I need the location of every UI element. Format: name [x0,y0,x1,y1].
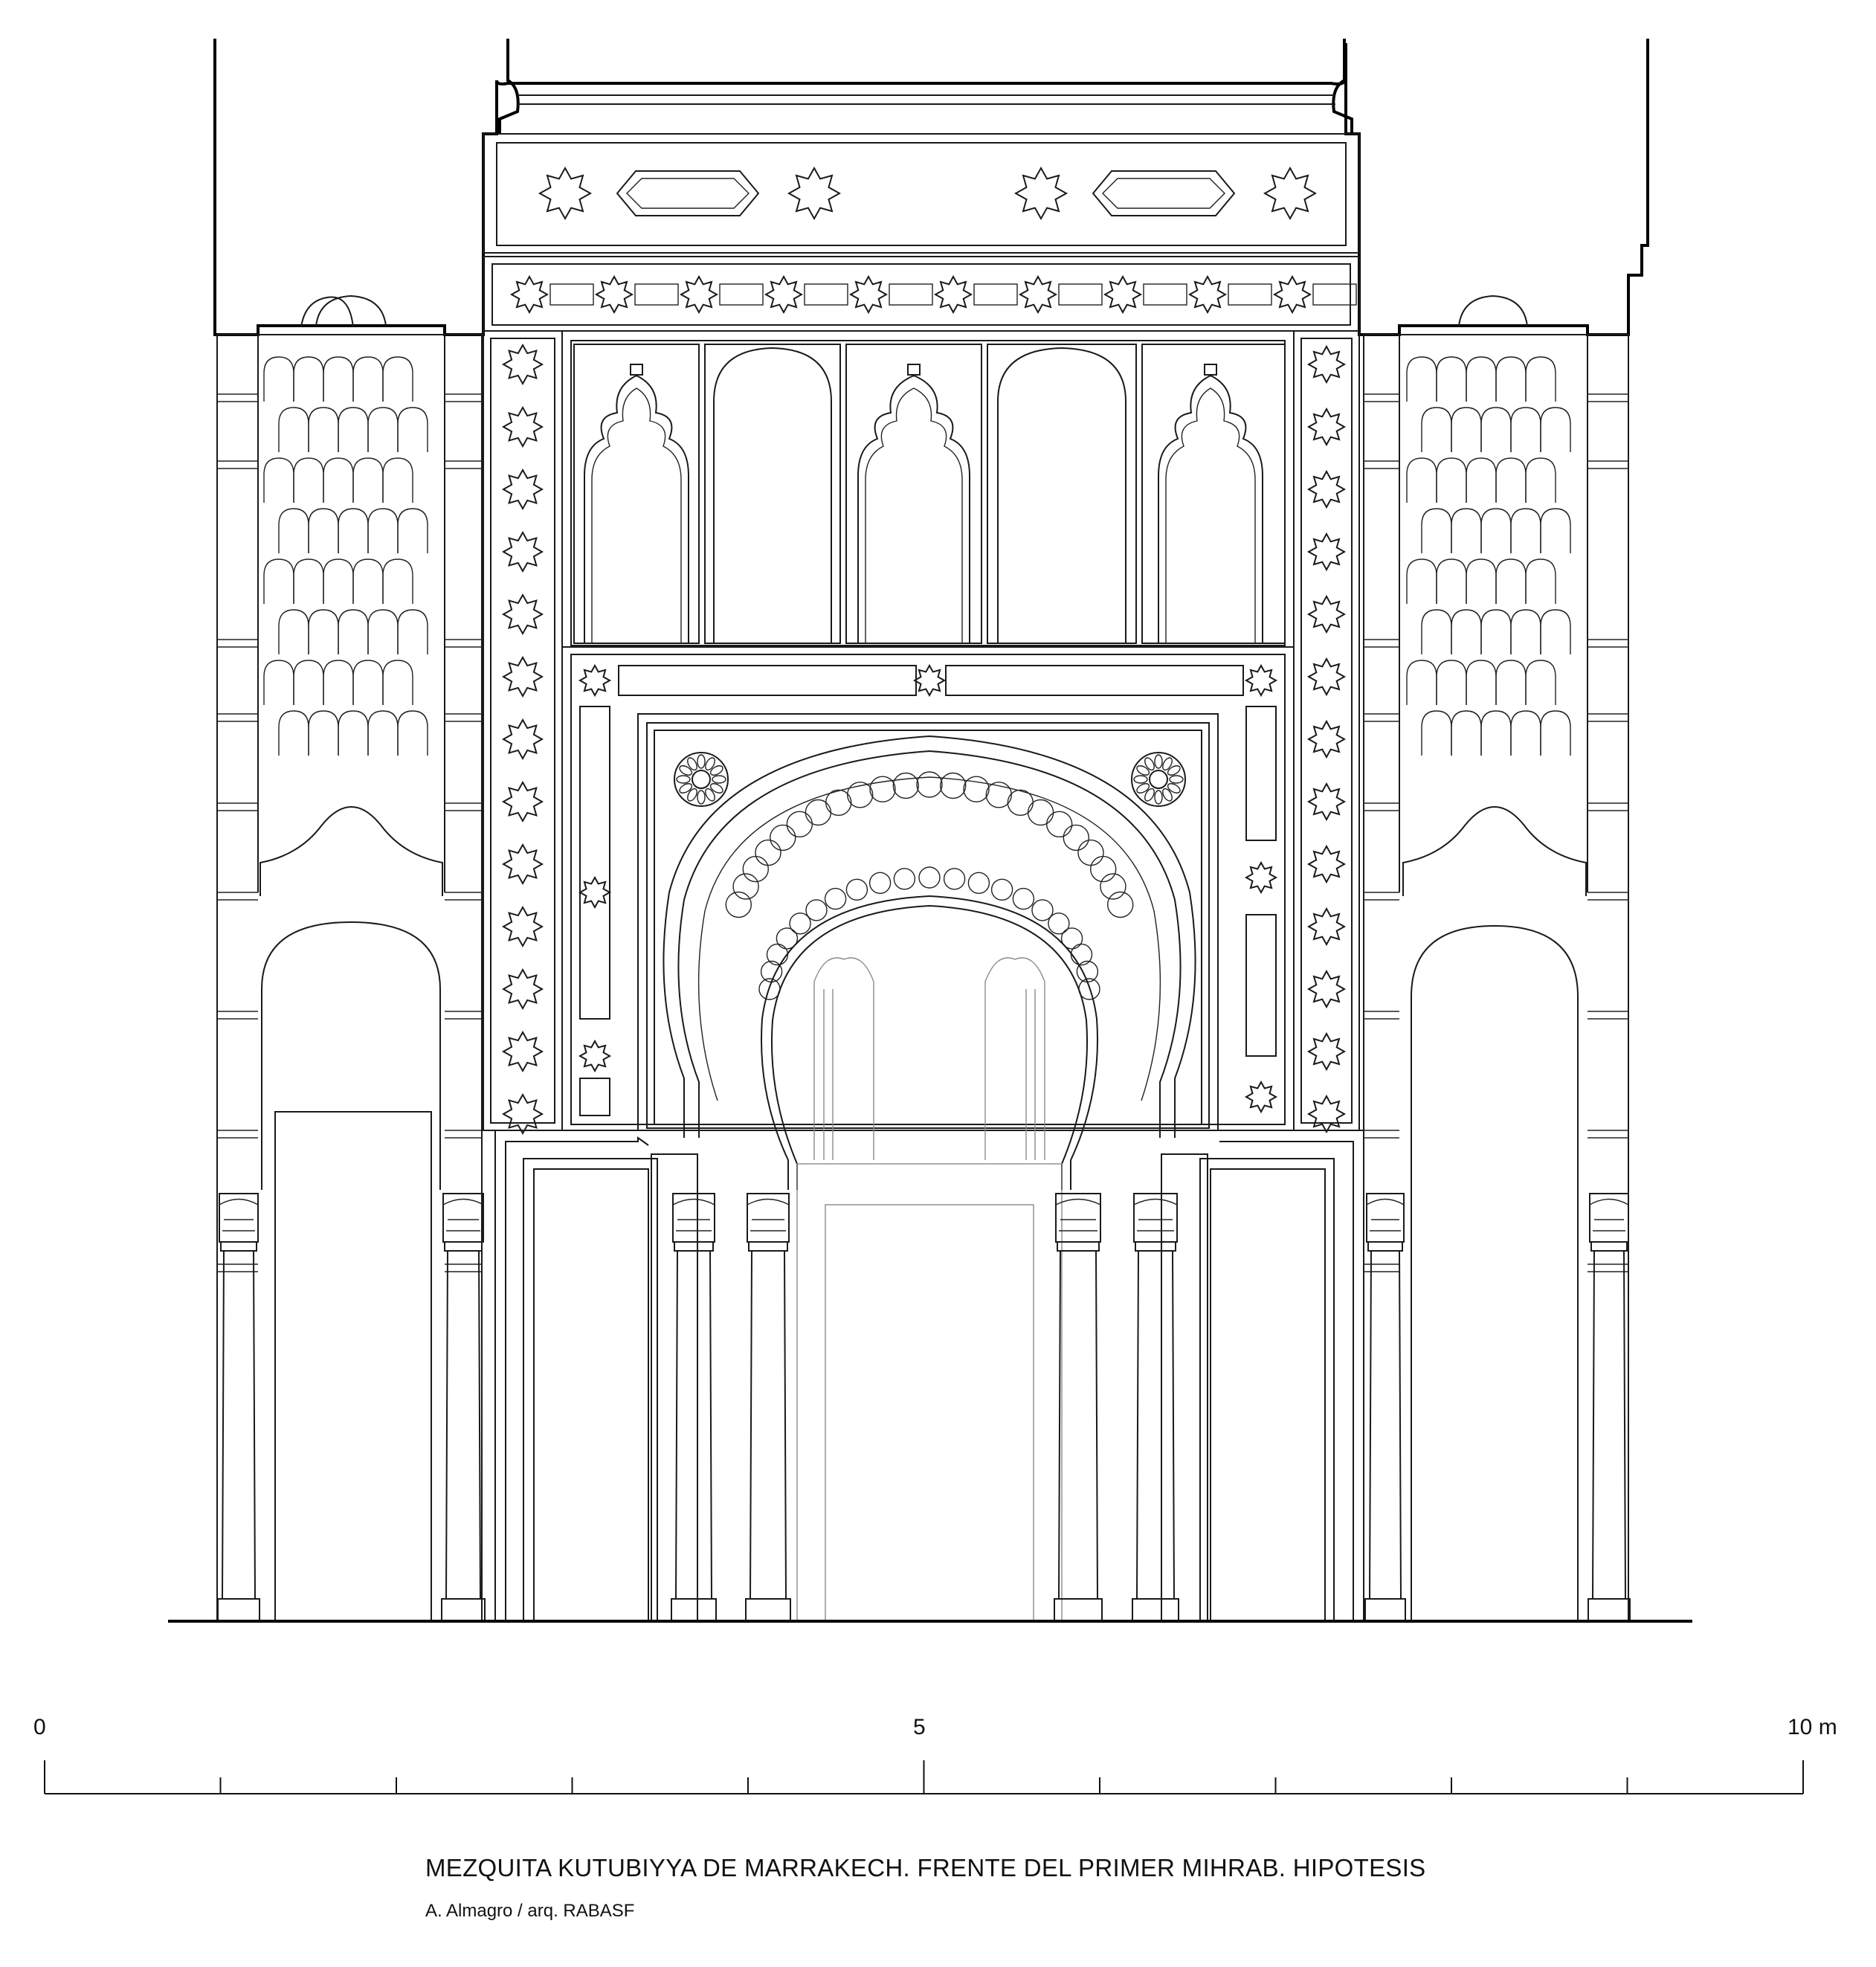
muqarnas-cell [279,610,309,654]
muqarnas-cell [264,458,294,503]
muqarnas-cell [1466,458,1496,503]
mihrab-horseshoe-arch [663,736,1195,1621]
arch-scallop [1108,892,1133,918]
muqarnas-cell [279,408,309,452]
muqarnas-cell [338,610,368,654]
band-link [550,284,593,305]
band-rosette [766,277,802,312]
muqarnas-cell [368,509,398,553]
band-rosette [1105,277,1141,312]
left-side-bay [217,296,482,1621]
band-rosette [681,277,717,312]
upper-blind-arcade [562,331,1294,647]
band-star [503,720,542,759]
muqarnas-cell [1422,408,1451,452]
alfiz-frame [562,647,1294,1130]
rosette-petal [712,776,726,783]
muqarnas-cell [1407,559,1437,604]
rosette-petal [697,755,705,768]
round-arch-niche-4 [987,344,1136,643]
band-star [503,345,542,384]
band-star [1309,534,1344,570]
arch-scallop [1008,790,1033,815]
column-shaft [446,1251,480,1599]
muqarnas-cell [264,559,294,604]
band-star [1309,596,1344,632]
capital-acanthus [747,1200,789,1232]
muqarnas-cell [368,408,398,452]
band-link [720,284,763,305]
intrados-lobe [767,944,788,965]
intrados-lobe [968,872,989,893]
upper-geometric-frieze [483,134,1359,253]
muqarnas-cell [383,660,413,705]
frieze-cartouche [617,171,758,216]
arch-scallop [1028,800,1054,825]
band-link [974,284,1017,305]
column [1132,1194,1179,1621]
muqarnas-cell [1511,610,1541,654]
frieze-cartouche-inner [627,178,749,208]
muqarnas-cell [1437,458,1466,503]
band-star [1309,909,1344,944]
rosette-petal [1155,755,1162,768]
rosette-petal [1167,782,1182,795]
column [1588,1194,1630,1621]
muqarnas-base [1403,807,1586,896]
rosette-petal [1143,756,1156,772]
column-shaft [222,1251,255,1599]
muqarnas-cell [1422,509,1451,553]
band-link [889,284,932,305]
capital-acanthus [219,1200,258,1232]
muqarnas-cell [1466,559,1496,604]
wall-silhouette [215,39,1648,335]
muqarnas-cell [1526,660,1556,705]
band-star [1309,971,1344,1007]
muqarnas-base [260,807,442,896]
muqarnas-cell [1481,711,1511,756]
column [746,1194,790,1621]
band-star [1309,409,1344,445]
column [671,1194,716,1621]
intrados-lobe [825,889,846,910]
muqarnas-cell [368,610,398,654]
band-star [503,470,542,509]
muqarnas-cell [338,509,368,553]
arch-scallop [726,892,751,918]
column [442,1194,485,1621]
rosette-petal [709,764,725,777]
muqarnas-cell [294,559,323,604]
band-rosette [935,277,971,312]
intrados-lobe [992,879,1013,900]
muqarnas-cell [294,660,323,705]
lobed-niche-left [574,344,699,643]
band-rosette [1190,277,1225,312]
arch-scallop [870,776,895,802]
intrados-lobe [806,900,827,921]
column-capital [1367,1194,1404,1242]
column-base [671,1599,716,1621]
column-astragal [749,1242,787,1251]
column-base [442,1599,485,1621]
muqarnas-cell [353,559,383,604]
band-link [635,284,678,305]
muqarnas-cell [1511,509,1541,553]
spandrel-rosette-left [674,753,728,806]
lobed-niche-right [1142,344,1285,643]
frame-rosette [1246,666,1276,695]
capital-acanthus [443,1200,483,1232]
muqarnas-cell [353,660,383,705]
muqarnas-cell [338,711,368,756]
muqarnas-cell [1451,408,1481,452]
arch-scallop [805,800,831,825]
band-link [805,284,848,305]
column-astragal [445,1242,482,1251]
muqarnas-cell [279,711,309,756]
muqarnas-cell [398,408,428,452]
right-side-bay [1364,296,1628,1621]
muqarnas-cell [353,357,383,402]
rosette-petal [678,764,694,777]
rosette-petal [1134,776,1147,783]
muqarnas-cell [323,660,353,705]
column-capital [1134,1194,1177,1242]
capital-acanthus [1134,1200,1177,1232]
intrados-lobe [1013,889,1034,910]
muqarnas-cell [309,509,338,553]
frieze-star [1016,168,1066,219]
column-astragal [1591,1242,1627,1251]
muqarnas-cell [1451,610,1481,654]
column [1365,1194,1405,1621]
arch-scallop [964,776,989,802]
rosette-petal [1161,756,1174,772]
column-capital [747,1194,789,1242]
band-star [503,595,542,634]
frieze-cartouche [1093,171,1234,216]
muqarnas-cell [1496,559,1526,604]
band-star [503,845,542,883]
lower-flanking-panels [495,1130,1364,1621]
muqarnas-cell [353,458,383,503]
column-shaft [750,1251,786,1599]
muqarnas-cell [323,357,353,402]
muqarnas-cell [323,559,353,604]
rosette-petal [703,756,717,772]
muqarnas-cell [1541,711,1570,756]
band-star [503,970,542,1008]
capital-acanthus [1367,1200,1404,1232]
arch-scallop [1063,825,1089,850]
intrados-lobe [894,869,915,889]
right-vertical-geometric-band [1294,331,1359,1132]
columns-group [218,1194,1630,1621]
column-capital [673,1194,715,1242]
column-base [746,1599,790,1621]
capital-acanthus [673,1200,715,1232]
left-vertical-geometric-band [483,331,562,1133]
column-astragal [1368,1242,1402,1251]
muqarnas-cell [309,711,338,756]
muqarnas-cell [1451,711,1481,756]
muqarnas-cell [398,711,428,756]
band-rosette [1020,277,1056,312]
muqarnas-cell [294,357,323,402]
intrados-lobe [1071,944,1092,965]
capital-acanthus [1056,1200,1100,1232]
band-star [503,657,542,696]
frieze-star [1265,168,1315,219]
muqarnas-cell [1407,357,1437,402]
column-shaft [676,1251,712,1599]
muqarnas-cell [1496,357,1526,402]
column [218,1194,260,1621]
muqarnas-cell [1437,660,1466,705]
intrados-lobe [1048,913,1069,934]
frieze-star [540,168,590,219]
column-astragal [674,1242,713,1251]
band-star [1309,784,1344,820]
arch-scallop [893,773,918,799]
band-star [1309,659,1344,695]
column-astragal [221,1242,257,1251]
intrados-lobe [919,867,940,888]
muqarnas-cell [1481,610,1511,654]
rosette-petal [686,788,699,803]
muqarnas-cell [1437,559,1466,604]
intrados-lobe [944,869,965,889]
muqarnas-cell [1481,509,1511,553]
band-star [1309,347,1344,382]
muqarnas-cell [368,711,398,756]
muqarnas-cell [1466,357,1496,402]
band-rosette [512,277,547,312]
frame-rosette [1246,863,1276,892]
muqarnas-cell [1511,408,1541,452]
muqarnas-cell [1407,458,1437,503]
band-rosette [596,277,632,312]
band-star [503,782,542,821]
muqarnas-cell [1541,610,1570,654]
column-shaft [1059,1251,1097,1599]
muqarnas-cell [338,408,368,452]
muqarnas-cell [309,408,338,452]
band-star [1309,1096,1344,1132]
muqarnas-cell [264,660,294,705]
muqarnas-cell [1466,660,1496,705]
muqarnas-cell [1422,711,1451,756]
column-base [1588,1599,1630,1621]
rosette-petal [1135,782,1151,795]
frame-rosette [915,666,944,695]
muqarnas-cell [398,509,428,553]
muqarnas-cell [279,509,309,553]
muqarnas-cell [1526,458,1556,503]
column-shaft [1137,1251,1174,1599]
arch-scallop [1078,840,1103,866]
muqarnas-cell [1496,458,1526,503]
band-star [503,408,542,446]
rosette-frieze-band [483,257,1359,331]
rosette-petal [697,791,705,804]
band-star [1309,846,1344,882]
spandrel-rosette-right [1132,753,1185,806]
band-link [1059,284,1102,305]
muqarnas-cell [1541,408,1570,452]
band-star [1309,471,1344,507]
rosette-petal [1170,776,1183,783]
column-capital [443,1194,483,1242]
muqarnas-cell [1407,660,1437,705]
frame-rosette [1246,1082,1276,1112]
drawing-credit: A. Almagro / arq. RABASF [425,1901,635,1921]
round-arch-niche-2 [705,344,840,643]
rosette-petal [1167,764,1182,777]
column-capital [219,1194,258,1242]
muqarnas-cell [309,610,338,654]
frieze-cartouche-inner [1103,178,1225,208]
band-star [1309,721,1344,757]
arch-scallop [755,840,781,866]
column-capital [1590,1194,1628,1242]
muqarnas-cell [383,357,413,402]
muqarnas-cell [294,458,323,503]
muqarnas-cell [1437,357,1466,402]
column-astragal [1135,1242,1176,1251]
lobed-niche-center [846,344,981,643]
rosette-petal [1143,788,1156,803]
arch-scallop [770,825,796,850]
arch-scallop [787,811,812,837]
band-star [503,532,542,571]
rosette-petal [677,776,690,783]
muqarnas-cell [398,610,428,654]
frame-rosette [580,878,610,907]
column-base [218,1599,260,1621]
muqarnas-cell [1422,610,1451,654]
rosette-petal [1155,791,1162,804]
rosette-petal [678,782,694,795]
arch-scallop [1047,811,1072,837]
band-star [503,907,542,946]
band-rosette [851,277,886,312]
band-star [1309,1034,1344,1069]
column-base [1132,1599,1179,1621]
intrados-lobe [846,879,867,900]
column-shaft [1593,1251,1625,1599]
band-star [503,1032,542,1071]
rosette-petal [1135,764,1151,777]
column-astragal [1057,1242,1099,1251]
rosette-petal [1161,788,1174,803]
band-rosette [1274,277,1310,312]
arch-scallop [917,772,942,797]
capital-acanthus [1590,1200,1628,1232]
drawing-title: MEZQUITA KUTUBIYYA DE MARRAKECH. FRENTE DEL PRIMER MIHRAB. HIPOTESIS [425,1854,1426,1881]
muqarnas-cell [1526,559,1556,604]
rosette-petal [686,756,699,772]
intrados-lobe [870,872,891,893]
frame-rosette [580,666,610,695]
scale-label-end: 10 m [1788,1715,1837,1739]
muqarnas-cell [1481,408,1511,452]
frieze-star [789,168,839,219]
muqarnas-cell [1511,711,1541,756]
rosette-petal [709,782,725,795]
muqarnas-cell [383,559,413,604]
muqarnas-cell [323,458,353,503]
band-link [1144,284,1187,305]
band-link [1228,284,1271,305]
muqarnas-cell [383,458,413,503]
column-capital [1056,1194,1100,1242]
muqarnas-cell [1541,509,1570,553]
scale-bar [33,1715,1837,1794]
frame-rosette [580,1041,610,1071]
arch-scallop [941,773,966,799]
band-star [503,1095,542,1133]
scale-label-middle: 5 [913,1715,926,1739]
muqarnas-cell [1526,357,1556,402]
muqarnas-cell [1496,660,1526,705]
muqarnas-cell [1451,509,1481,553]
muqarnas-cell [264,357,294,402]
column-shaft [1370,1251,1401,1599]
scale-label-start: 0 [33,1715,46,1739]
column-base [1365,1599,1405,1621]
rosette-petal [703,788,717,803]
